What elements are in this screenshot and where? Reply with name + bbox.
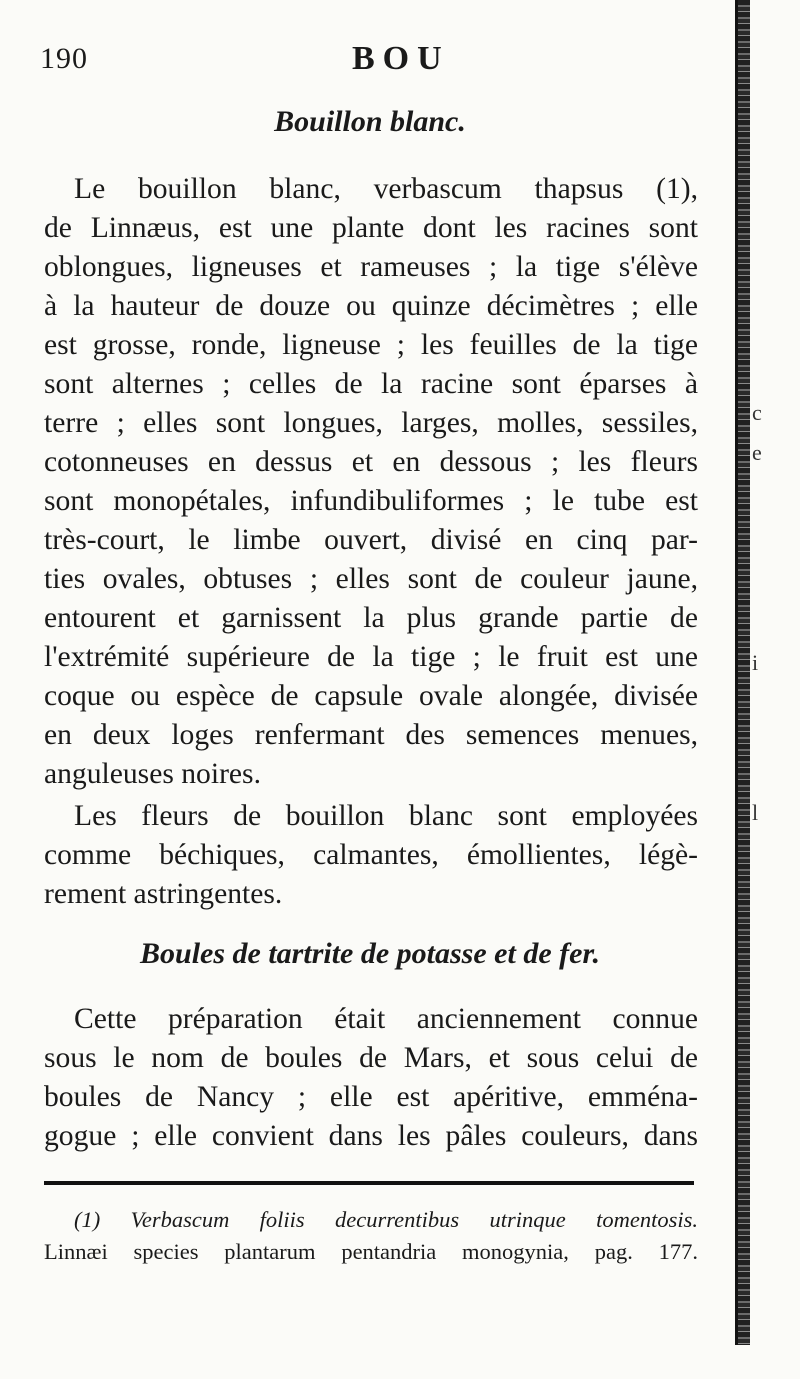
footnote-line: (1) Verbascum foliis decurrentibus utrinque tomentosis. [74,1207,698,1232]
section-title-bouillon-blanc: Bouillon blanc. [274,105,466,138]
text-line: sont monopétales, infundibuliformes ; le tube est [44,485,698,517]
text-line: entourent et garnissent la plus grande partie de [44,602,698,634]
book-spine [738,0,750,1345]
text-line: très-court, le limbe ouvert, divisé en cinq par- [44,524,698,556]
text-line: boules de Nancy ; elle est apéritive, emména- [44,1081,698,1113]
section-title-boules-de-tartrite: Boules de tartrite de potasse et de fer. [140,937,600,970]
text-line: Les fleurs de bouillon blanc sont employées [74,800,698,832]
text-line: l'extrémité supérieure de la tige ; le fruit est une [44,641,698,673]
running-head: BOU [352,40,450,77]
page-header [40,40,700,80]
text-line: oblongues, ligneuses et rameuses ; la tige s'élève [44,251,698,283]
paragraph-bouillon-description [44,170,698,794]
text-line: est grosse, ronde, ligneuse ; les feuilles de la tige [44,329,698,361]
text-line: Cette préparation était anciennement connue [74,1003,698,1035]
paragraph-boules-description [44,1000,698,1156]
text-line: gogue ; elle convient dans les pâles couleurs, dans [44,1120,698,1152]
text-line: cotonneuses en dessus et en dessous ; les fleurs [44,446,698,478]
paragraph-bouillon-uses [44,797,698,914]
facing-page-mark: i [752,650,759,675]
text-line: à la hauteur de douze ou quinze décimètres ; elle [44,290,698,322]
facing-page-mark: l [752,800,759,825]
text-line: Le bouillon blanc, verbascum thapsus (1), [74,173,698,205]
text-line: de Linnæus, est une plante dont les racines sont [44,212,698,244]
text-line: anguleuses noires. [44,758,261,790]
text-line: sont alternes ; celles de la racine sont éparses à [44,368,698,400]
text-line: rement astringentes. [44,878,283,910]
facing-page-mark: c [752,400,762,425]
text-line: comme béchiques, calmantes, émollientes, légè- [44,839,698,871]
facing-page-mark: e [752,440,762,465]
text-line: terre ; elles sont longues, larges, molles, sessiles, [44,407,698,439]
text-line: en deux loges renfermant des semences menues, [44,719,698,751]
footnote-line: Linnæi species plantarum pentandria monogynia, pag. 177. [44,1239,698,1264]
text-line: coque ou espèce de capsule ovale alongée, divisée [44,680,698,712]
footnote-rule [44,1181,694,1185]
footnote [44,1204,698,1268]
page-number: 190 [40,42,88,75]
text-line: ties ovales, obtuses ; elles sont de couleur jaune, [44,563,698,595]
text-line: sous le nom de boules de Mars, et sous celui de [44,1042,698,1074]
